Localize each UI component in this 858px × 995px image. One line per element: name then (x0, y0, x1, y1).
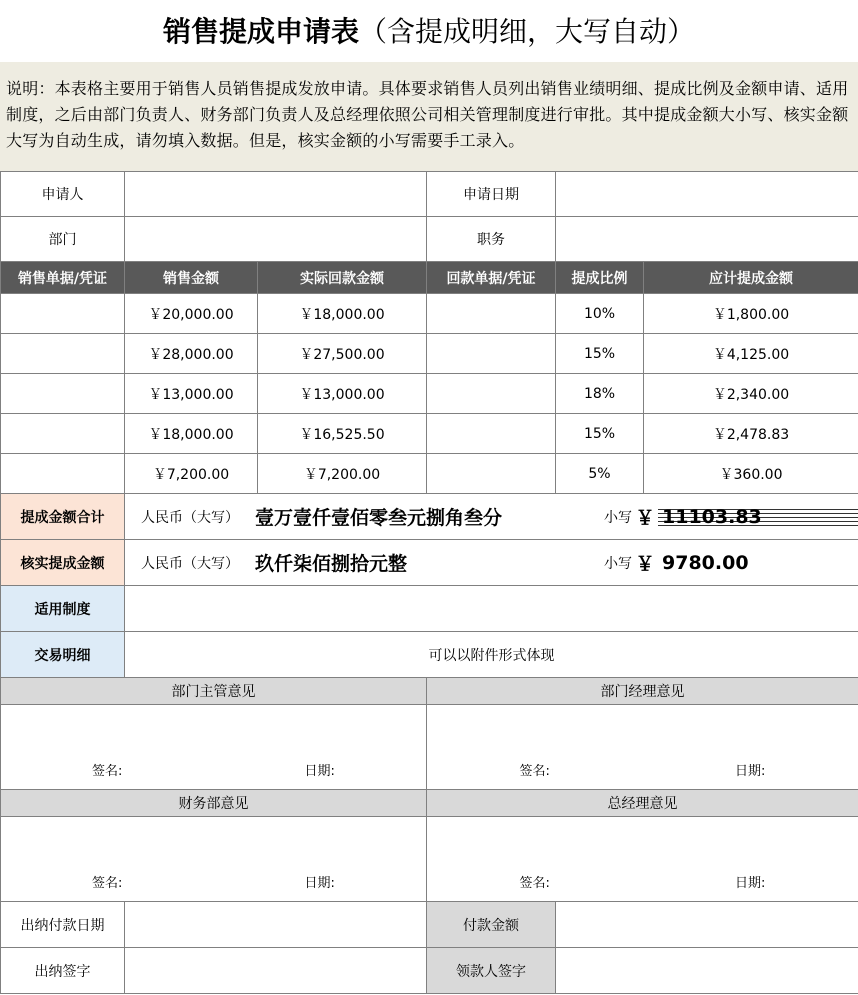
cashier-date-field[interactable] (125, 902, 427, 948)
cell-sales-voucher[interactable] (1, 294, 125, 334)
yen-symbol: ￥ (635, 553, 655, 575)
verified-small-input[interactable]: 9780.00 (662, 551, 749, 574)
cell-rate[interactable]: 15% (556, 334, 644, 374)
total-value-cell (125, 494, 858, 540)
col-header-received-amount: 实际回款金额 (258, 262, 427, 294)
date-label: 日期: (304, 764, 335, 779)
cell-sales-amount[interactable]: ￥18,000.00 (125, 414, 258, 454)
department-field[interactable] (125, 217, 427, 262)
general-manager-opinion-title: 总经理意见 (427, 790, 858, 817)
cell-sales-amount[interactable]: ￥7,200.00 (125, 454, 258, 494)
cell-receipt-voucher[interactable] (427, 454, 556, 494)
cashier-sign-field[interactable] (125, 948, 427, 994)
dept-supervisor-opinion-box[interactable] (1, 705, 427, 790)
rmb-upper-label: 人民币（大写） (141, 509, 239, 526)
sign-label: 签名: (92, 764, 123, 779)
cell-commission: ￥360.00 (644, 454, 858, 494)
cell-receipt-voucher[interactable] (427, 294, 556, 334)
payment-amount-label: 付款金额 (427, 902, 556, 948)
cell-sales-amount[interactable]: ￥28,000.00 (125, 334, 258, 374)
cell-sales-amount[interactable]: ￥20,000.00 (125, 294, 258, 334)
title-main: 销售提成申请表 (162, 15, 359, 48)
opinion-sign-row (1, 705, 858, 790)
table-row (1, 374, 858, 414)
detail-label: 交易明细 (1, 632, 125, 678)
commission-form (0, 171, 858, 994)
cell-received-amount[interactable]: ￥16,525.50 (258, 414, 427, 454)
policy-label: 适用制度 (1, 586, 125, 632)
dept-manager-opinion-title: 部门经理意见 (427, 678, 858, 705)
opinion-sign-row (1, 817, 858, 902)
cell-commission: ￥4,125.00 (644, 334, 858, 374)
cell-received-amount[interactable]: ￥7,200.00 (258, 454, 427, 494)
apply-date-field[interactable] (556, 172, 858, 217)
receiver-sign-field[interactable] (556, 948, 858, 994)
sign-label: 签名: (519, 764, 550, 779)
date-label: 日期: (304, 876, 335, 891)
small-amount-label: 小写 (604, 509, 632, 526)
cell-received-amount[interactable]: ￥13,000.00 (258, 374, 427, 414)
payment-row (1, 902, 858, 948)
col-header-receipt-voucher: 回款单据/凭证 (427, 262, 556, 294)
cell-receipt-voucher[interactable] (427, 334, 556, 374)
verified-row (1, 540, 858, 586)
cell-rate[interactable]: 18% (556, 374, 644, 414)
finance-opinion-box[interactable] (1, 817, 427, 902)
total-upper-amount: 壹万壹仟壹佰零叁元捌角叁分 (255, 507, 503, 529)
table-row (1, 294, 858, 334)
date-label: 日期: (735, 764, 766, 779)
sign-label: 签名: (92, 876, 123, 891)
total-row (1, 494, 858, 540)
applicant-field[interactable] (125, 172, 427, 217)
cashier-sign-label: 出纳签字 (1, 948, 125, 994)
cell-sales-voucher[interactable] (1, 374, 125, 414)
total-small-amount: 11103.83 (658, 506, 858, 528)
cell-rate[interactable]: 15% (556, 414, 644, 454)
signature-row (1, 948, 858, 994)
detail-field[interactable]: 可以以附件形式体现 (125, 632, 858, 678)
sign-label: 签名: (519, 876, 550, 891)
dept-manager-opinion-box[interactable] (427, 705, 858, 790)
total-label: 提成金额合计 (1, 494, 125, 540)
col-header-commission: 应计提成金额 (644, 262, 858, 294)
rmb-upper-label: 人民币（大写） (141, 555, 239, 572)
cell-receipt-voucher[interactable] (427, 414, 556, 454)
yen-symbol: ￥ (635, 507, 655, 529)
apply-date-label: 申请日期 (427, 172, 556, 217)
opinion-header-row (1, 790, 858, 817)
col-header-rate: 提成比例 (556, 262, 644, 294)
general-manager-opinion-box[interactable] (427, 817, 858, 902)
col-header-sales-voucher: 销售单据/凭证 (1, 262, 125, 294)
verified-label: 核实提成金额 (1, 540, 125, 586)
applicant-row (1, 172, 858, 217)
detail-row (1, 632, 858, 678)
department-label: 部门 (1, 217, 125, 262)
position-label: 职务 (427, 217, 556, 262)
cell-commission: ￥2,478.83 (644, 414, 858, 454)
table-row (1, 334, 858, 374)
small-amount-label: 小写 (604, 555, 632, 572)
receiver-sign-label: 领款人签字 (427, 948, 556, 994)
table-row (1, 414, 858, 454)
col-header-sales-amount: 销售金额 (125, 262, 258, 294)
payment-amount-field[interactable] (556, 902, 858, 948)
cell-sales-amount[interactable]: ￥13,000.00 (125, 374, 258, 414)
title-sub: （含提成明细，大写自动） (359, 15, 696, 48)
policy-field[interactable] (125, 586, 858, 632)
policy-row (1, 586, 858, 632)
description-note: 说明：本表格主要用于销售人员销售提成发放申请。具体要求销售人员列出销售业绩明细、提成比例及金额申请、适用制度，之后由部门负责人、财务部门负责人及总经理依照公司相关管理制度进行审批。其中提成金额大小写、核实金额大写为自动生成，请勿填入数据。但是，核实金额的小写需要手工录入。 (0, 62, 858, 171)
cell-receipt-voucher[interactable] (427, 374, 556, 414)
table-row (1, 454, 858, 494)
cell-sales-voucher[interactable] (1, 414, 125, 454)
dept-supervisor-opinion-title: 部门主管意见 (1, 678, 427, 705)
cell-rate[interactable]: 10% (556, 294, 644, 334)
position-field[interactable] (556, 217, 858, 262)
applicant-label: 申请人 (1, 172, 125, 217)
cell-rate[interactable]: 5% (556, 454, 644, 494)
date-label: 日期: (735, 876, 766, 891)
cell-received-amount[interactable]: ￥27,500.00 (258, 334, 427, 374)
department-row (1, 217, 858, 262)
cell-sales-voucher[interactable] (1, 454, 125, 494)
cell-sales-voucher[interactable] (1, 334, 125, 374)
table-header-row (1, 262, 858, 294)
cell-commission: ￥2,340.00 (644, 374, 858, 414)
cell-received-amount[interactable]: ￥18,000.00 (258, 294, 427, 334)
cell-commission: ￥1,800.00 (644, 294, 858, 334)
opinion-header-row (1, 678, 858, 705)
finance-opinion-title: 财务部意见 (1, 790, 427, 817)
verified-upper-amount: 玖仟柒佰捌拾元整 (255, 553, 408, 575)
page-title (0, 0, 858, 62)
cashier-date-label: 出纳付款日期 (1, 902, 125, 948)
verified-value-cell (125, 540, 858, 586)
